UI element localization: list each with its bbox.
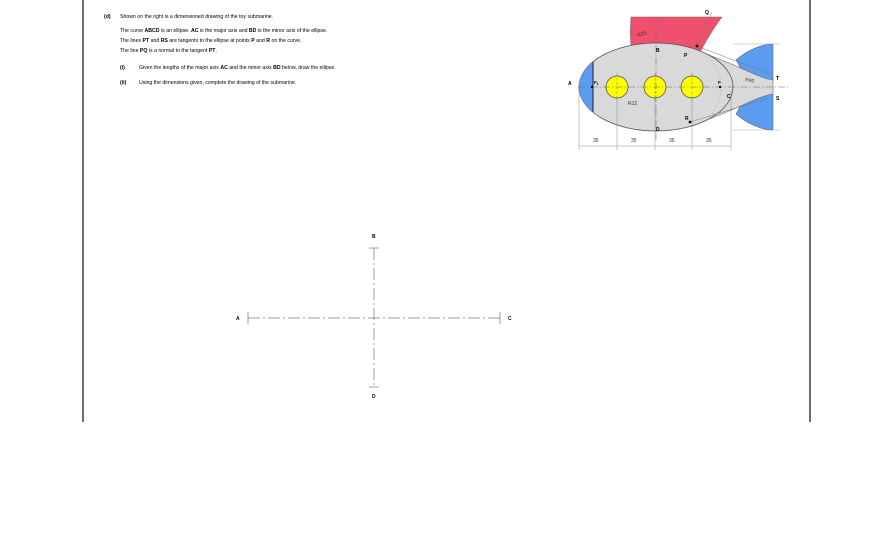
answer-label-c: C xyxy=(508,316,512,322)
point-label-t: T xyxy=(776,76,780,82)
answer-axes xyxy=(248,248,500,387)
paragraph-line-2: The lines PT and RS are tangents to the ellipse at points P and R on the curve. xyxy=(120,38,302,44)
point-label-p: P xyxy=(684,53,688,59)
submarine-figure xyxy=(578,12,790,150)
point-label-d: D xyxy=(656,127,660,133)
subpart-i-text: Given the lengths of the major axis AC and the minor axis BD below, draw the ellipse. xyxy=(139,65,336,71)
paragraph-line-1: The curve ABCD is an ellipse. AC is the major axis and BD is the minor axis of the ellipse. xyxy=(120,28,328,34)
point-label-r: R xyxy=(685,116,689,122)
dimension-value-3: 35 xyxy=(669,138,675,144)
point-label-b: B xyxy=(656,48,660,54)
answer-label-a: A xyxy=(236,316,240,322)
focus-label-f1: $F_1$ xyxy=(594,80,599,87)
dimension-value-4: 35 xyxy=(706,138,712,144)
subpart-i-number: (i) xyxy=(120,65,125,71)
radius-label-tail: R40 xyxy=(744,77,755,85)
answer-label-b: B xyxy=(372,234,376,240)
radius-label-fin: R25 xyxy=(636,30,648,39)
answer-label-d: D xyxy=(372,394,376,400)
point-label-a: A xyxy=(568,81,572,87)
question-intro: Shown on the right is a dimensioned drawing of the toy submarine. xyxy=(120,14,274,20)
focus-label-f2: F xyxy=(718,80,721,85)
subpart-ii-number: (ii) xyxy=(120,80,127,86)
paragraph-line-3: The line PQ is a normal to the tangent PT. xyxy=(120,48,217,54)
point-label-q: Q xyxy=(705,10,709,16)
question-label: (d) xyxy=(104,14,111,20)
subpart-ii-text: Using the dimensions given, complete the drawing of the submarine. xyxy=(139,80,297,86)
point-label-s: S xyxy=(776,96,780,102)
radius-label-porthole: R12 xyxy=(628,101,638,107)
point-label-c: C xyxy=(727,94,731,100)
dimension-value-1: 35 xyxy=(593,138,599,144)
dimension-value-2: 35 xyxy=(631,138,637,144)
